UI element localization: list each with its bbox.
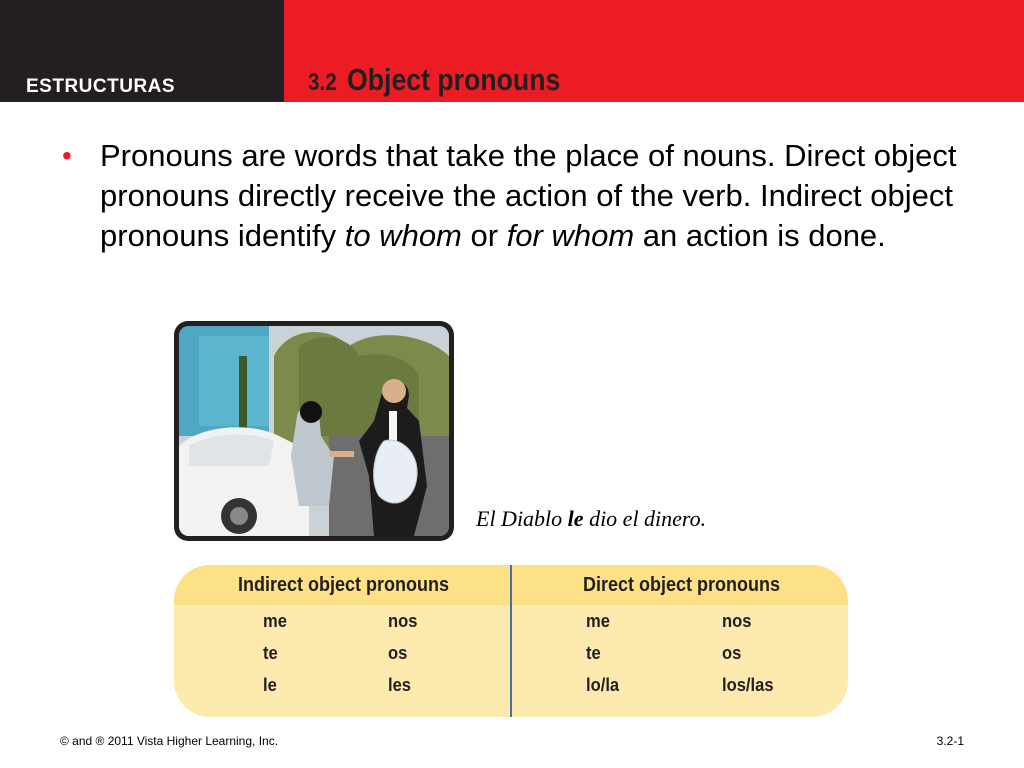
scene-photo xyxy=(179,326,449,536)
bullet-icon: • xyxy=(62,140,72,171)
indirect-cell: le xyxy=(263,675,277,695)
indirect-cell: me xyxy=(263,611,287,631)
section-label: ESTRUCTURAS xyxy=(26,76,176,97)
caption-text: dio el dinero. xyxy=(583,506,707,531)
photo-illustration xyxy=(179,326,449,536)
bullet-text-part: Pronouns are words that take the place of nouns. Direct object pronouns directly receive the action of the verb. Indirect object pronouns identify xyxy=(100,138,957,253)
copyright-notice: © and ® 2011 Vista Higher Learning, Inc. xyxy=(60,734,279,748)
bullet-italic-to-whom: to whom xyxy=(344,218,462,253)
direct-cell: lo/la xyxy=(586,675,620,695)
direct-cell: nos xyxy=(722,611,752,631)
bullet-text-part: or xyxy=(461,218,507,253)
slide-title xyxy=(308,62,560,98)
direct-cell: te xyxy=(586,643,601,663)
table-divider xyxy=(510,565,512,717)
title-text: Object pronouns xyxy=(347,62,561,97)
pronoun-table xyxy=(174,565,848,717)
photo-caption xyxy=(476,506,706,532)
bullet-text-part: an action is done. xyxy=(634,218,886,253)
bullet-text xyxy=(100,136,980,256)
caption-pronoun: le xyxy=(567,506,584,531)
slide-number: 3.2-1 xyxy=(936,734,964,748)
indirect-cell: nos xyxy=(388,611,418,631)
direct-header: Direct object pronouns xyxy=(583,574,781,596)
direct-cell: os xyxy=(722,643,742,663)
caption-text: El Diablo xyxy=(476,506,568,531)
indirect-cell: les xyxy=(388,675,412,695)
indirect-cell: os xyxy=(388,643,408,663)
section-number: 3.2 xyxy=(308,69,337,96)
indirect-header: Indirect object pronouns xyxy=(238,574,450,596)
direct-cell: me xyxy=(586,611,610,631)
indirect-cell: te xyxy=(263,643,278,663)
bullet-italic-for-whom: for whom xyxy=(506,218,635,253)
slide-header xyxy=(0,0,1024,102)
photo-frame xyxy=(174,321,454,541)
direct-cell: los/las xyxy=(722,675,774,695)
